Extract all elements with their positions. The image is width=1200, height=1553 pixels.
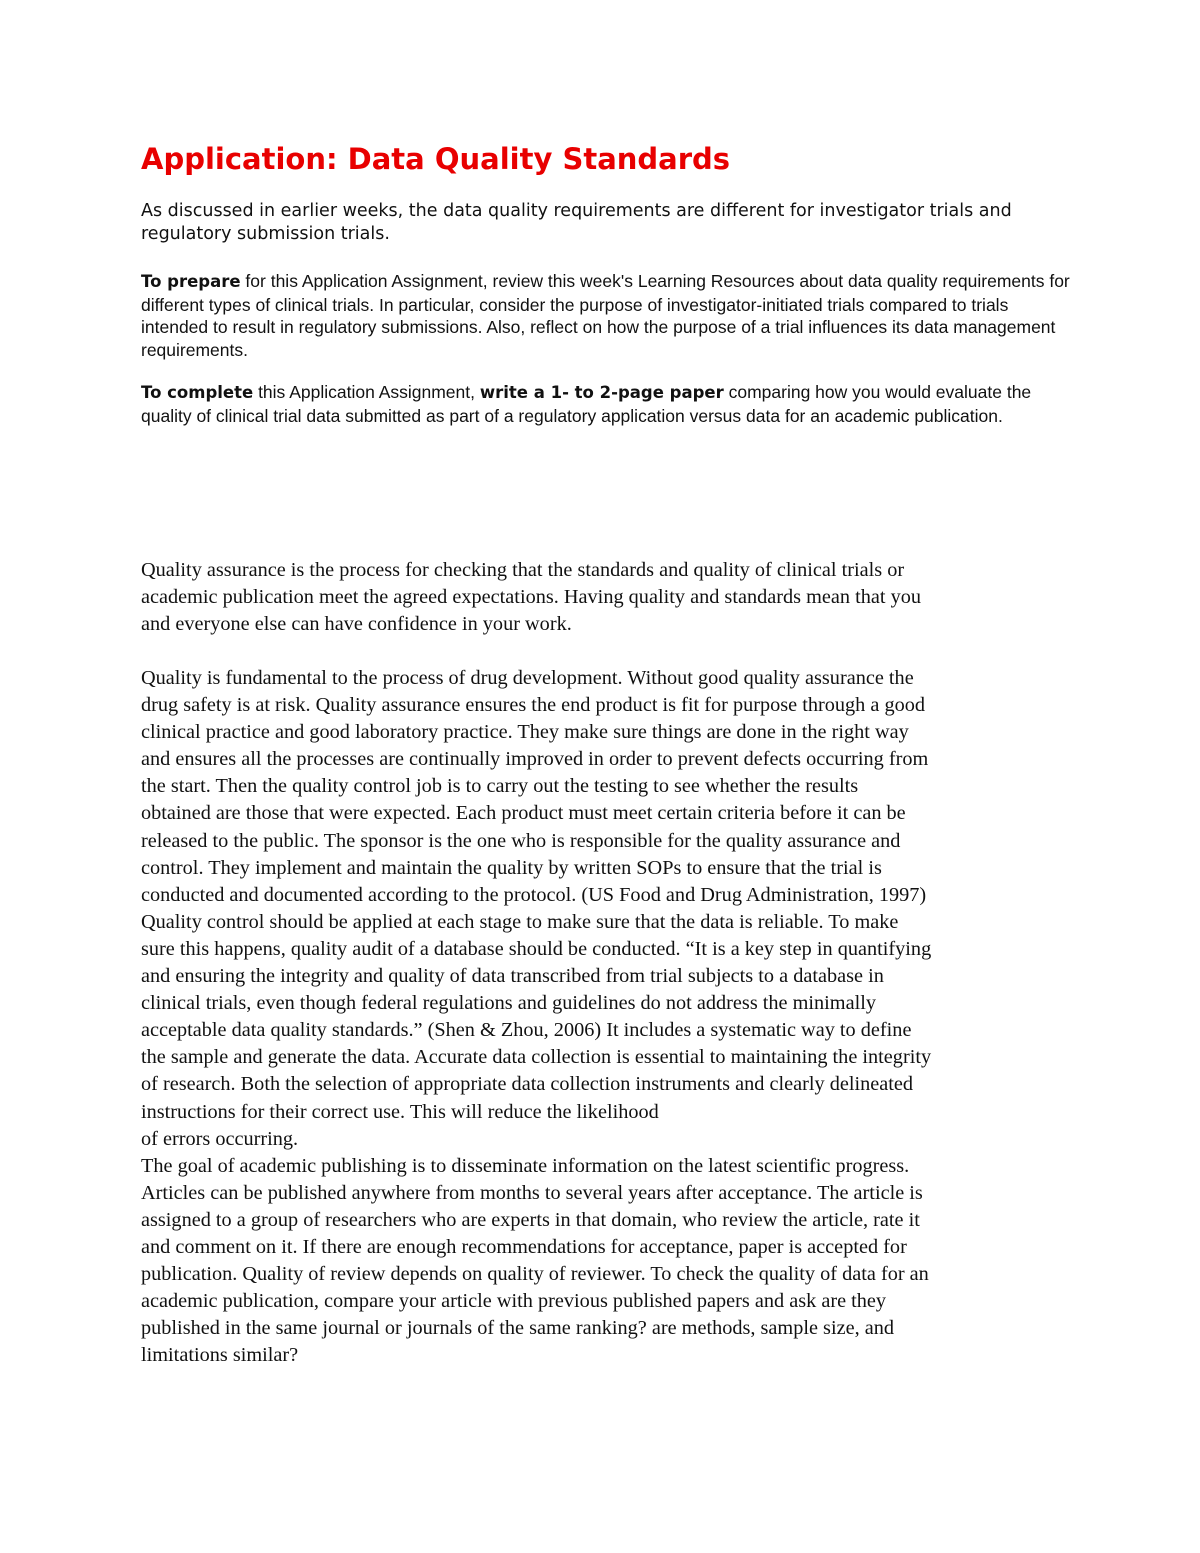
text-line: the sample and generate the data. Accurate data collection is essential to maintaining the integrity bbox=[141, 1046, 932, 1069]
text-line: clinical practice and good laboratory practice. They make sure things are done in the right way bbox=[141, 721, 909, 744]
text-line: clinical trials, even though federal regulations and guidelines do not address the minimally bbox=[141, 992, 876, 1015]
text-line: sure this happens, quality audit of a database should be conducted. “It is a key step in quantifying bbox=[141, 937, 932, 960]
text-line: of errors occurring. bbox=[141, 1127, 299, 1150]
text-line: Quality is fundamental to the process of drug development. Without good quality assurance the bbox=[141, 667, 914, 689]
text-line: control. They implement and maintain the quality by written SOPs to ensure that the trial is bbox=[141, 856, 882, 879]
text-line: published in the same journal or journals of the same ranking? are methods, sample size, and bbox=[141, 1317, 895, 1340]
text-line: Quality control should be applied at each stage to make sure that the data is reliable. To make bbox=[141, 910, 899, 933]
complete-text-1: this Application Assignment, bbox=[253, 382, 480, 402]
body-paragraph-2 bbox=[141, 665, 1081, 1369]
text-line: The goal of academic publishing is to disseminate information on the latest scientific progress. bbox=[141, 1154, 910, 1177]
text-line: the start. Then the quality control job is to carry out the testing to see whether the results bbox=[141, 775, 859, 798]
complete-label: To complete bbox=[141, 383, 254, 402]
text-line: Articles can be published anywhere from months to several years after acceptance. The article is bbox=[141, 1181, 923, 1204]
text-line: of research. Both the selection of appropriate data collection instruments and clearly delineated bbox=[141, 1073, 914, 1096]
page-title: Application: Data Quality Standards bbox=[141, 142, 731, 176]
text-line: assigned to a group of researchers who are experts in that domain, who review the article, rate it bbox=[141, 1208, 920, 1231]
prepare-instructions bbox=[141, 270, 1071, 361]
text-line: and everyone else can have confidence in your work. bbox=[141, 613, 572, 636]
intro-paragraph: As discussed in earlier weeks, the data quality requirements are different for investigator trials and regulatory submission trials. bbox=[141, 201, 1012, 244]
text-line: conducted and documented according to the protocol. (US Food and Drug Administration, 1997) bbox=[141, 883, 927, 906]
paper-length-requirement: write a 1- to 2-page paper bbox=[479, 383, 724, 402]
text-line: academic publication, compare your article with previous published papers and ask are they bbox=[141, 1290, 887, 1313]
prepare-text: for this Application Assignment, review this week's Learning Resources about data quality requirements for different types of clinical trials. In particular, consider the purpose of investigator-initiated trials compared to trials intended to result in regulatory submissions. Also, reflect on how the purpose of a trial influences its data management requirements. bbox=[141, 271, 1070, 360]
body-paragraph-1 bbox=[141, 557, 1081, 638]
prepare-label: To prepare bbox=[141, 272, 241, 291]
text-line: drug safety is at risk. Quality assurance ensures the end product is fit for purpose through a good bbox=[141, 694, 926, 717]
text-line: and ensures all the processes are continually improved in order to prevent defects occurring from bbox=[141, 748, 929, 771]
complete-text-2: comparing how you would evaluate the quality of clinical trial data submitted as part of a regulatory application versus data for an academic publication. bbox=[141, 382, 1032, 426]
text-line: academic publication meet the agreed expectations. Having quality and standards mean that you bbox=[141, 586, 921, 609]
text-line: Quality assurance is the process for checking that the standards and quality of clinical trials or bbox=[141, 559, 905, 581]
text-line: publication. Quality of review depends on quality of reviewer. To check the quality of data for an bbox=[141, 1263, 929, 1286]
text-line: instructions for their correct use. This will reduce the likelihood bbox=[141, 1100, 659, 1123]
text-line: limitations similar? bbox=[141, 1344, 299, 1367]
text-line: acceptable data quality standards.” (Shen & Zhou, 2006) It includes a systematic way to define bbox=[141, 1019, 912, 1042]
text-line: released to the public. The sponsor is the one who is responsible for the quality assurance and bbox=[141, 829, 901, 852]
text-line: obtained are those that were expected. Each product must meet certain criteria before it can be bbox=[141, 802, 906, 825]
complete-instructions bbox=[141, 381, 1071, 427]
text-line: and comment on it. If there are enough recommendations for acceptance, paper is accepted for bbox=[141, 1235, 907, 1258]
text-line: and ensuring the integrity and quality of data transcribed from trial subjects to a database in bbox=[141, 965, 884, 988]
